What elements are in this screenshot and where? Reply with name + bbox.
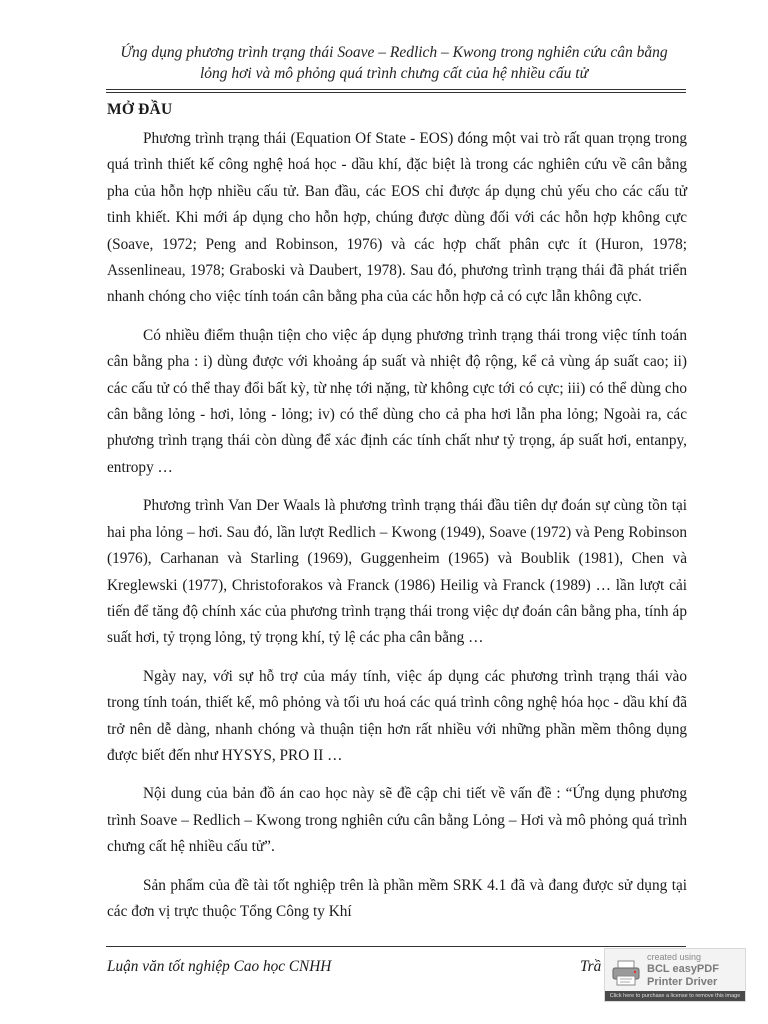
watermark-created-using: created using <box>647 952 702 962</box>
paragraph-2: Có nhiều điểm thuận tiện cho việc áp dụng phương trình trạng thái trong việc tính toán cân bằng pha : i) dùng được với khoảng áp suất và nhiệt độ rộng, kể cả vùng áp suất cao; ii) các cấu tử có thể thay đổi bất kỳ, từ nhẹ tới nặng, từ không cực tới có cực; iii) có thể dùng cho cân bằng lỏng - hơi, lỏng - lỏng; iv) có thể dùng cho cả pha hơi lẫn pha lỏng; Ngoài ra, các phương trình trạng thái còn dùng để xác định các tính chất như tỷ trọng, áp suất hơi, entanpy, entropy … <box>107 326 687 476</box>
printer-icon <box>611 959 641 987</box>
running-header <box>100 42 688 84</box>
running-header-line-1: Ứng dụng phương trình trạng thái Soave – Redlich – Kwong trong nghiên cứu cân bằng <box>120 44 668 61</box>
footer-right-text: Trầ <box>580 958 602 975</box>
footer-rule <box>106 946 686 947</box>
paragraph-4: Ngày nay, với sự hỗ trợ của máy tính, việc áp dụng các phương trình trạng thái vào trong tính toán, thiết kế, mô phỏng và tối ưu hoá các quá trình công nghệ hóa học - dầu khí đã trở nên dễ dàng, nhanh chóng và thuận tiện hơn rất nhiều với những phần mềm thông dụng được biết đến như HYSYS, PRO II … <box>107 667 687 764</box>
paragraph-1: Phương trình trạng thái (Equation Of State - EOS) đóng một vai trò rất quan trọng trong quá trình thiết kế công nghệ hoá học - dầu khí, đặc biệt là trong các nghiên cứu về cân bằng pha của hỗn hợp nhiều cấu tử. Ban đầu, các EOS chỉ được áp dụng chủ yếu cho các cấu tử tinh khiết. Khi mới áp dụng cho hỗn hợp, chúng được dùng đối với các hỗn hợp không cực (Soave, 1972; Peng and Robinson, 1976) và các hợp chất phân cực ít (Huron, 1978; Assenlineau, 1978; Graboski và Daubert, 1978). Sau đó, phương trình trạng thái đã phát triển nhanh chóng cho việc tính toán cân bằng pha của các hỗn hợp cả có cực lẫn không cực. <box>107 130 687 306</box>
pdf-watermark <box>604 948 746 1002</box>
running-header-line-2: lỏng hơi và mô phỏng quá trình chưng cất của hệ nhiều cấu tử <box>199 65 589 82</box>
watermark-purchase-link[interactable]: Click here to purchase a license to remove this image <box>605 991 745 1001</box>
header-rule-top <box>106 89 686 90</box>
footer-left-text: Luận văn tốt nghiệp Cao học CNHH <box>107 958 332 975</box>
paragraph-3: Phương trình Van Der Waals là phương trình trạng thái đầu tiên dự đoán sự cùng tồn tại hai pha lỏng – hơi. Sau đó, lần lượt Redlich – Kwong (1949), Soave (1972) và Peng Robinson (1976), Carhanan và Starling (1969), Guggenheim (1965) và Boublik (1981), Chen và Kreglewski (1977), Christoforakos và Franck (1986) Heilig và Franck (1989) … lần lượt cải tiến để tăng độ chính xác của phương trình trạng thái trong việc dự đoán cân bằng pha, tính áp suất hơi, tỷ trọng lỏng, tỷ trọng khí, tỷ lệ các pha cân bằng … <box>107 497 687 647</box>
section-title: MỞ ĐẦU <box>107 101 173 118</box>
header-rule-bottom <box>106 92 686 93</box>
paragraph-6: Sản phẩm của đề tài tốt nghiệp trên là phần mềm SRK 4.1 đã và đang được sử dụng tại các đơn vị trực thuộc Tổng Công ty Khí <box>107 876 687 920</box>
watermark-product: BCL easyPDF <box>647 963 719 975</box>
watermark-driver: Printer Driver <box>647 976 718 988</box>
paragraph-5: Nội dung của bản đồ án cao học này sẽ đề cập chi tiết về vấn đề : “Ứng dụng phương trình Soave – Redlich – Kwong trong nghiên cứu cân bằng Lỏng – Hơi và mô phỏng quá trình chưng cất hệ nhiều cấu tử”. <box>107 785 687 856</box>
body-text <box>107 126 687 937</box>
